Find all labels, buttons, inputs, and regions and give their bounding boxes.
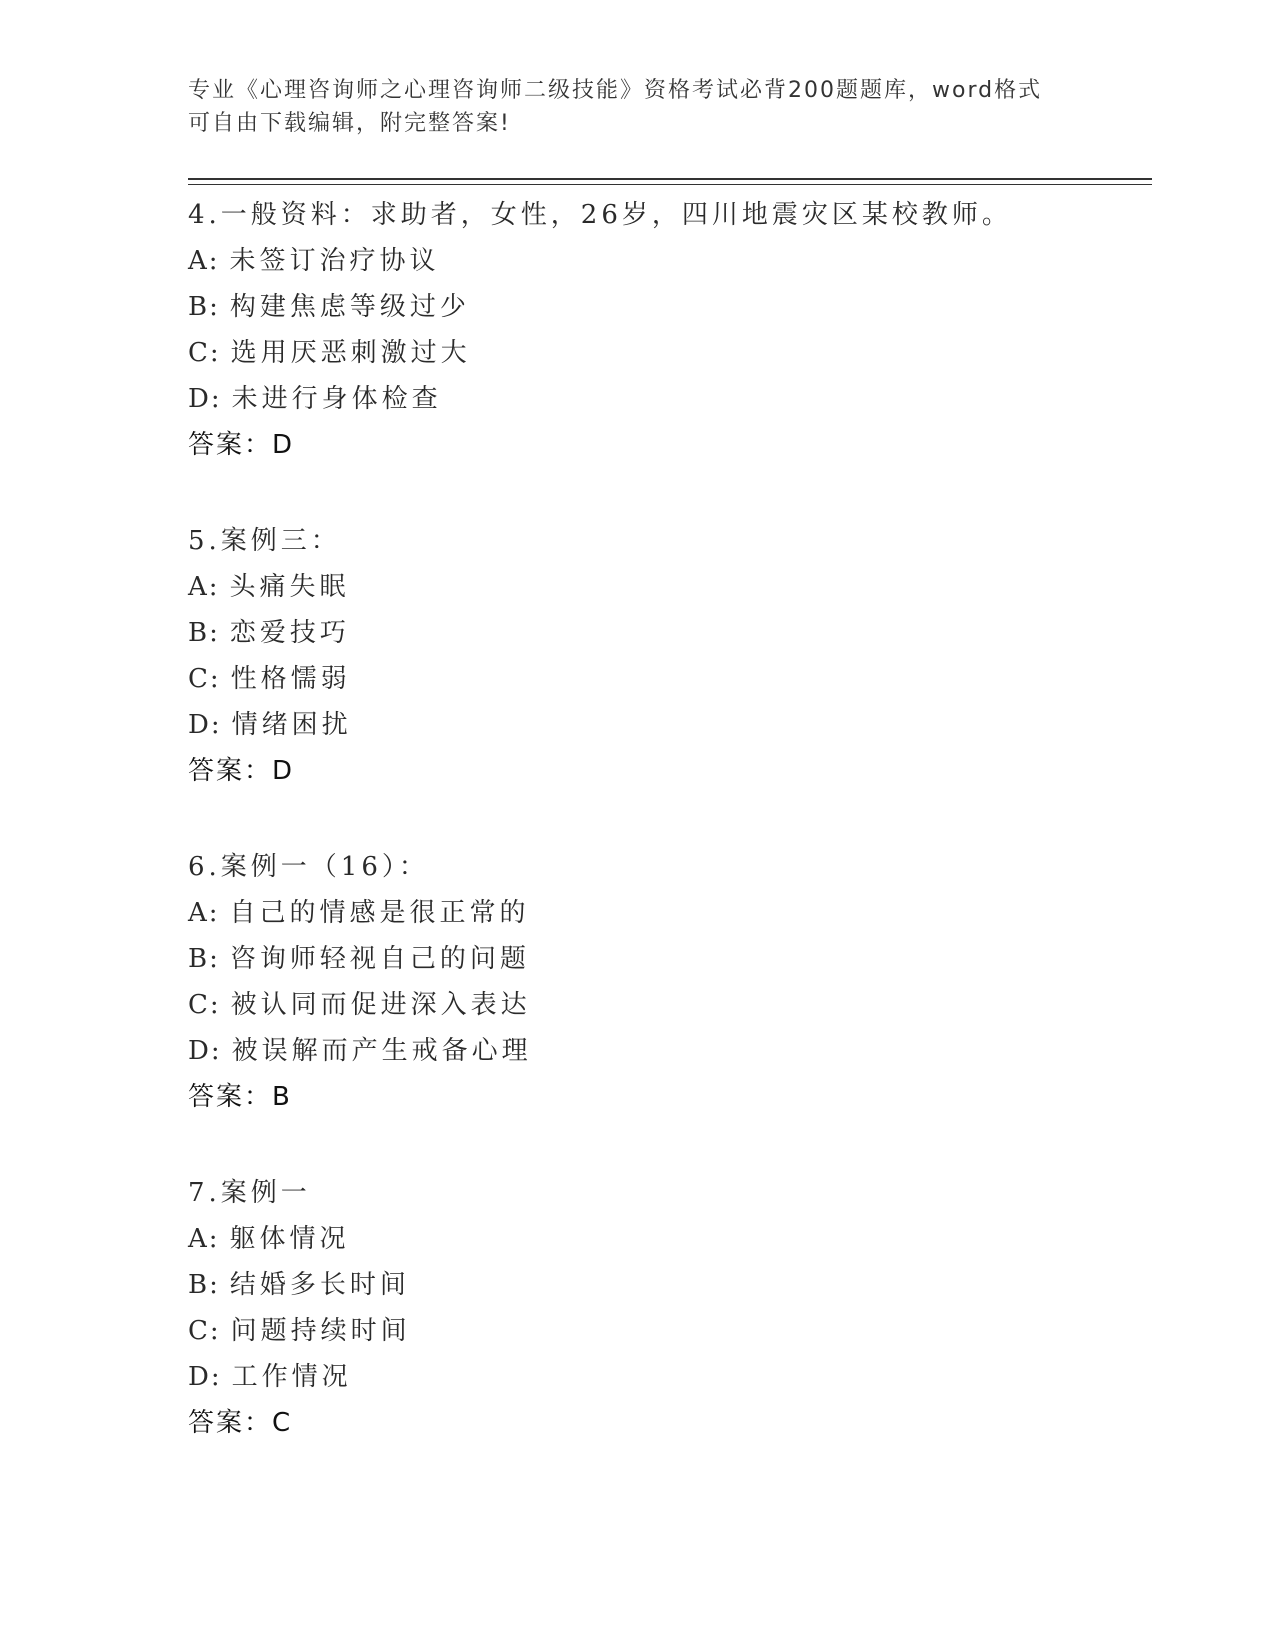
option-c [188,330,1148,376]
answer-line: 答案：D [188,430,295,460]
header-line-2: 可自由下载编辑，附完整答案! [188,111,511,136]
option-d [188,1354,1148,1400]
option-text: 情绪困扰 [231,710,352,740]
option-letter: D: [188,710,222,740]
option-b [188,284,1148,330]
option-text: 未进行身体检查 [231,384,442,414]
option-letter: D: [188,1362,222,1392]
document-header [188,74,1068,140]
question-6 [188,844,1148,1120]
option-text: 构建焦虑等级过少 [229,292,470,322]
answer-line: 答案：D [188,756,295,786]
option-b [188,610,1148,656]
option-letter: A: [188,1224,220,1254]
option-b [188,936,1148,982]
option-c [188,1308,1148,1354]
option-text: 被误解而产生戒备心理 [231,1036,532,1066]
option-text: 未签订治疗协议 [229,246,440,276]
option-letter: B: [188,292,220,322]
option-letter: C: [188,338,221,368]
option-letter: C: [188,664,221,694]
option-c [188,656,1148,702]
option-letter: D: [188,384,222,414]
option-a [188,1216,1148,1262]
question-stem: 7.案例一 [188,1178,311,1208]
option-text: 咨询师轻视自己的问题 [229,944,530,974]
option-letter: A: [188,572,220,602]
header-divider-thick [188,178,1152,180]
option-c [188,982,1148,1028]
question-5 [188,518,1148,794]
option-letter: B: [188,944,220,974]
option-letter: C: [188,1316,221,1346]
option-letter: C: [188,990,221,1020]
header-line-1: 专业《心理咨询师之心理咨询师二级技能》资格考试必背200题题库，word格式 [188,78,1043,103]
option-letter: D: [188,1036,222,1066]
question-4 [188,192,1148,468]
option-text: 工作情况 [231,1362,352,1392]
option-text: 头痛失眠 [229,572,350,602]
option-text: 性格懦弱 [230,664,351,694]
option-text: 自己的情感是很正常的 [229,898,530,928]
option-text: 恋爱技巧 [229,618,350,648]
option-text: 问题持续时间 [230,1316,411,1346]
question-list [188,192,1148,1496]
option-d [188,702,1148,748]
option-letter: B: [188,618,220,648]
option-letter: B: [188,1270,220,1300]
option-d [188,376,1148,422]
option-a [188,564,1148,610]
header-divider-thin [188,184,1152,185]
question-stem: 6.案例一（16）： [188,852,429,882]
option-letter: A: [188,898,220,928]
question-stem: 4.一般资料：求助者，女性，26岁，四川地震灾区某校教师。 [188,200,1012,230]
option-letter: A: [188,246,220,276]
option-text: 结婚多长时间 [229,1270,410,1300]
option-b [188,1262,1148,1308]
answer-line: 答案：C [188,1408,293,1438]
question-stem: 5.案例三： [188,526,341,556]
option-a [188,890,1148,936]
option-a [188,238,1148,284]
option-d [188,1028,1148,1074]
option-text: 躯体情况 [229,1224,350,1254]
answer-line: 答案：B [188,1082,292,1112]
question-7 [188,1170,1148,1446]
option-text: 选用厌恶刺激过大 [230,338,471,368]
option-text: 被认同而促进深入表达 [230,990,531,1020]
